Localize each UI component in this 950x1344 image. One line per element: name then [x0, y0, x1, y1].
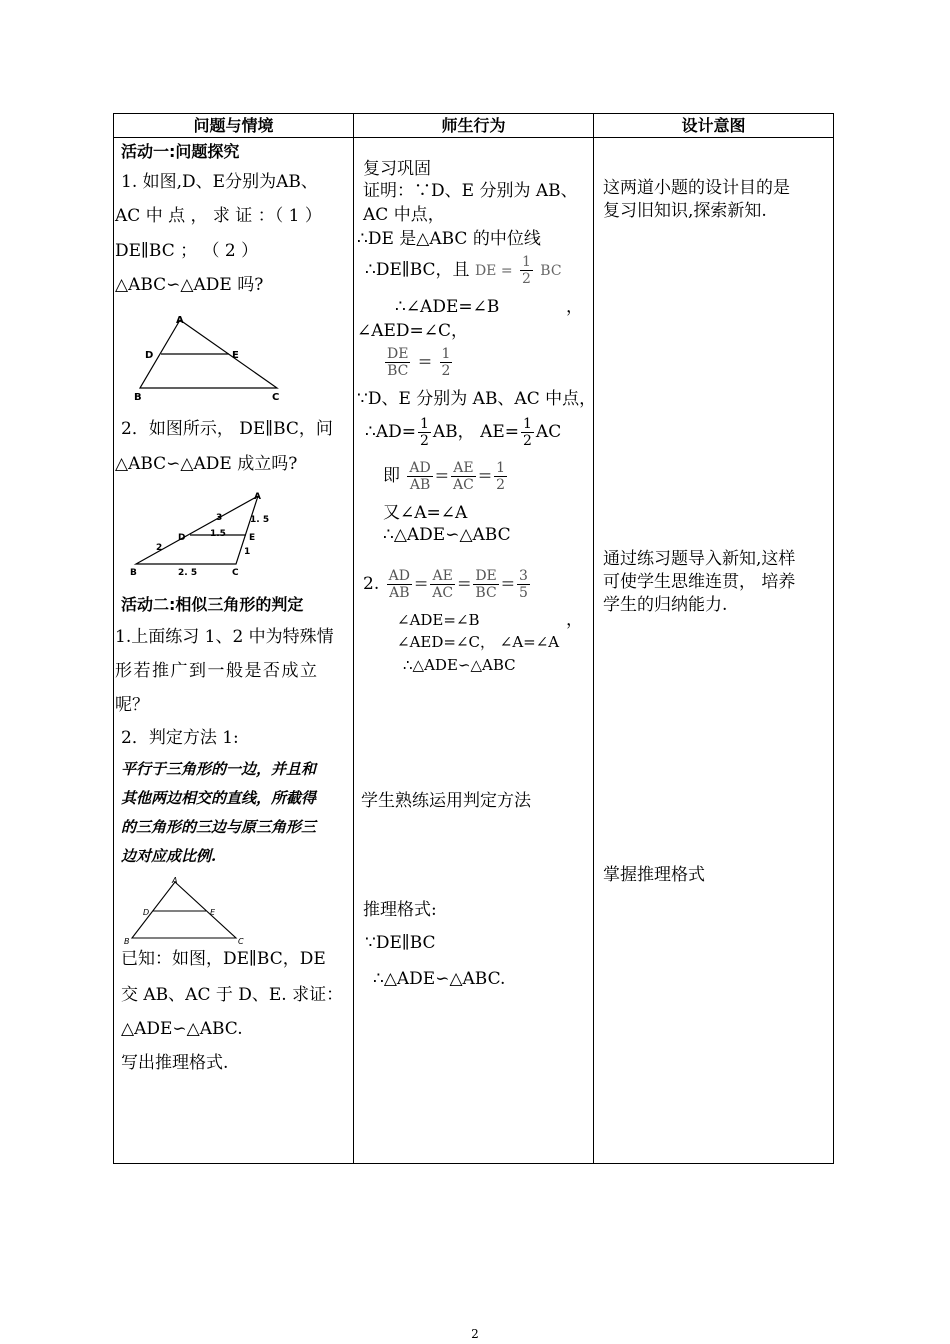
proof-line11: ∴△ADE∽△ABC [383, 525, 511, 545]
fig1-label-a: A [176, 315, 184, 326]
q1-line4: △ABC∽△ADE 吗? [115, 275, 264, 295]
method-line-2: 其他两边相交的直线，所截得 [121, 789, 317, 807]
proof-line7: ∵D、E 分别为 AB、AC 中点， [357, 389, 597, 409]
proof-line6: ∠AED=∠C， [357, 321, 469, 341]
fig3-label-b: B [124, 937, 130, 946]
proof-line2: AC 中点， [363, 205, 445, 225]
triangle-figure-3 [122, 874, 252, 946]
column-divider [593, 114, 594, 1163]
triangle-figure-1 [132, 312, 292, 404]
page-number: 2 [471, 1327, 479, 1341]
review-title: 复习巩固 [363, 159, 431, 179]
proof-line4: ∴DE∥BC，且 DE = $\frac{1}{2}$ BC [365, 254, 562, 287]
fig2-label-b: B [130, 568, 137, 578]
q1-line1: 1. 如图,D、E分别为AB、 [121, 172, 318, 192]
intent1-line2: 复习旧知识,探索新知. [603, 201, 767, 221]
header-behavior: 师生行为 [441, 116, 506, 135]
header-problem: 问题与情境 [193, 116, 274, 135]
proof-line5: ∴∠ADE=∠B [395, 297, 500, 317]
intent2-line2: 可使学生思维连贯， 培养 [603, 572, 796, 592]
format-line1: ∵DE∥BC [365, 933, 436, 953]
fig2-label-c: C [232, 568, 239, 578]
fig2-label-2-5: 2. 5 [178, 568, 198, 578]
activity2-title: 活动二:相似三角形的判定 [121, 595, 304, 614]
ex2-line2: ∠ADE=∠B [397, 611, 480, 629]
method-title: 2．判定方法 1: [121, 728, 239, 748]
fig2-label-e: E [249, 533, 256, 543]
q2-line1: 2．如图所示， DE∥BC，问 [121, 419, 333, 439]
proof-line8-ab: AB， AE= [432, 422, 519, 442]
fig2-label-2: 2 [156, 543, 163, 553]
ex2-ratios: 2. $\frac{AD}{AB}$ = $\frac{AE}{AC}$ = $\frac{DE}{BC}$ = $\frac{3}{5}$ [363, 568, 528, 601]
ex2-comma: ， [566, 610, 583, 630]
fig1-label-d: D [145, 350, 154, 361]
a2-line2: 形若推广到一般是否成立 [115, 661, 319, 681]
q2-line2: △ABC∽△ADE 成立吗? [115, 454, 298, 474]
fig2-label-d: D [178, 533, 186, 543]
fig3-label-d: D [143, 908, 150, 917]
practice-text: 学生熟练运用判定方法 [361, 791, 531, 811]
fig2-label-1-5-de: 1.5 [210, 529, 226, 539]
column-divider [353, 114, 354, 1163]
ex2-num: 2. [363, 574, 380, 594]
proof-line3: ∴DE 是△ABC 的中位线 [357, 229, 541, 249]
format-line2: ∴△ADE∽△ABC. [373, 969, 506, 989]
proof-line8-ac: AC [535, 422, 562, 442]
q1-line3: DE∥BC ； （ 2 ） [115, 241, 259, 261]
proof-line8-ad: ∴AD= [365, 422, 416, 442]
intent1-line1: 这两道小题的设计目的是 [603, 178, 790, 198]
proof-line8: ∴AD= $\frac{1}{2}$ AB， AE= $\frac{1}{2}$ AC [365, 416, 562, 449]
intent3: 掌握推理格式 [603, 865, 705, 885]
method-line-4: 边对应成比例. [121, 847, 217, 865]
ex2-line3: ∠AED=∠C， ∠A=∠A [397, 633, 560, 651]
proof-line5-comma: ， [566, 297, 583, 317]
proof-line9-label: 即 [383, 466, 400, 486]
header-divider [114, 137, 833, 138]
frac-half: $\frac{1}{2}$ [521, 254, 531, 287]
q1-line2: AC 中 点 ， 求 证 ：（ 1 ） [115, 206, 322, 226]
fig2-label-1: 1 [244, 547, 251, 557]
fig1-label-c: C [272, 392, 280, 403]
proof-line10: 又∠A=∠A [383, 503, 468, 523]
known-line3: △ADE∽△ABC. [121, 1019, 243, 1039]
intent2-line1: 通过练习题导入新知,这样 [603, 549, 796, 569]
proof-line1: 证明：∵D、E 分别为 AB、 [363, 181, 578, 201]
method-line-1: 平行于三角形的一边，并且和 [121, 760, 317, 778]
intent2-line3: 学生的归纳能力. [603, 595, 728, 615]
write-format: 写出推理格式. [121, 1053, 229, 1073]
fig1-label-b: B [134, 392, 142, 403]
fig3-label-e: E [210, 908, 216, 917]
proof-line9: 即 $\frac{AD}{AB}$ = $\frac{AE}{AC}$ = $\frac{1}{2}$ [383, 460, 505, 493]
activity1-title: 活动一:问题探究 [121, 142, 240, 161]
header-intent: 设计意图 [681, 116, 746, 135]
proof-line4-text: ∴DE∥BC，且 [365, 260, 470, 280]
ex2-line4: ∴△ADE∽△ABC [403, 656, 516, 674]
fig3-label-a: A [172, 876, 178, 885]
known-line2: 交 AB、AC 于 D、E. 求证： [121, 985, 344, 1005]
format-title: 推理格式: [363, 900, 437, 920]
frac-de-over-bc: $\frac{DE}{BC}$ = $\frac{1}{2}$ [387, 346, 451, 379]
triangle-figure-2 [128, 490, 278, 580]
fig2-label-3: 3 [216, 513, 223, 523]
known-line1: 已知：如图，DE∥BC，DE [121, 949, 326, 969]
frac-de-bc-label: DE = [474, 263, 513, 279]
fig3-label-c: C [238, 937, 244, 946]
fig2-label-1-5-ae: 1. 5 [250, 515, 270, 525]
a2-line1: 1.上面练习 1、2 中为特殊情 [115, 627, 334, 647]
fig2-label-a: A [254, 492, 261, 502]
a2-line3: 呢？ [115, 695, 149, 715]
method-line-3: 的三角形的三边与原三角形三 [121, 818, 317, 836]
fig1-label-e: E [232, 350, 239, 361]
